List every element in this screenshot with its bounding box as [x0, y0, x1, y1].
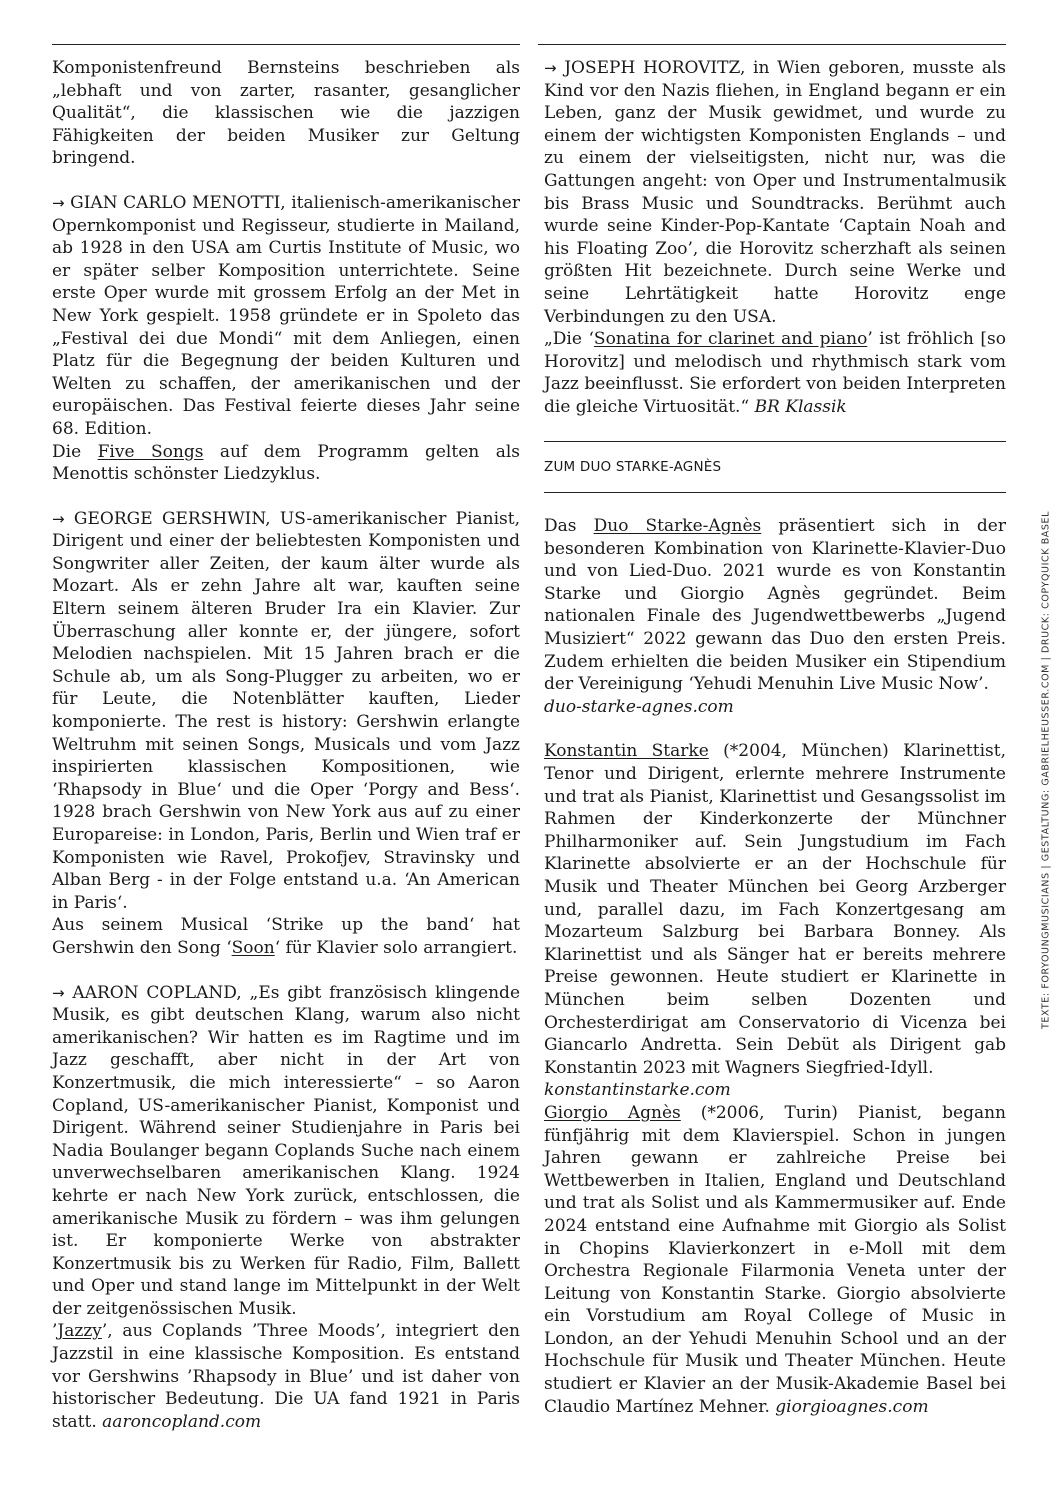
intro-paragraph: Komponistenfreund Bernsteins beschrieben als „lebhaft und von zarter, rasanter, gesanglicher Qualität“, die klassischen wie die jazzigen Fähigkeiten der beiden Musiker zur Geltung bringend.: [52, 58, 520, 169]
duo-paragraph: Das Duo Starke-Agnès präsentiert sich in der besonderen Kombination von Klarinette-Klavier-Duo und von Lied-Duo. 2021 wurde es von Konstantin Starke und Giorgio Agnès gegründet. Beim nationalen Finale des Jugendwettbewerbs „Jugend Musiziert“ 2022 gewann das Duo den ersten Preis. Zudem erhielten die beiden Musiker ein Stipendium der Vereinigung ‘Yehudi Menuhin Live Music Now’.: [544, 516, 1006, 695]
sonatina-link[interactable]: Sonatina for clarinet and piano: [593, 329, 868, 350]
copland-paragraph: → AARON COPLAND, „Es gibt französisch klingende Musik, es gibt deutschen Klang, warum also nicht amerikanischen? Wir hatten es im Ragtime und im Jazz geschafft, aber nicht in der Art von Konzertmusik, die mich interessierte“ – so Aaron Copland, US-amerikanischer Pianist, Komponist und Dirigent. Während seiner Studienjahre in Paris bei Nadia Boulanger begann Coplands Suche nach einem unverwechselbaren amerikanischen Klang. 1924 kehrte er nach New York zurück, entschlossen, die amerikanische Musik zu fördern – was ihm gelungen ist. Er komponierte Werke von abstrakter Konzertmusik bis zu Werken für Radio, Film, Ballett und Oper und stand lange im Mittelpunkt in der Welt der zeitgenössischen Musik.: [52, 982, 521, 1319]
menotti-paragraph: → GIAN CARLO MENOTTI, italienisch-amerikanischer Opernkomponist und Regisseur, studierte in Mailand, ab 1928 in den USA am Curtis Institute of Music, wo er später selber Komposition unterrichtete. Seine erste Oper wurde mit grossem Erfolg an der Met in New York gespielt. 1958 gründete er in Spoleto das „Festival dei due Mondi“ mit dem Anliegen, einen Platz für die Begegnung der beiden Kulturen und Welten zu schaffen, der amerikanischen und der europäischen. Das Festival feierte dieses Jahr seine 68. Edition.: [52, 192, 520, 439]
side-credit-text: TEXTE: FORYOUNGMUSICIANS | GESTALTUNG: GABRIELHEUSSER.COM | DRUCK: COPYQUICK BASEL: [1040, 510, 1052, 1030]
gershwin-paragraph: → GEORGE GERSHWIN, US-amerikanischer Pianist, Dirigent und einer der beliebtesten Komponisten und Songwriter aller Zeiten, der kaum älter wurde als Mozart. Als er zehn Jahre alt war, kauften seine Eltern seinem älteren Bruder Ira ein Klavier. Zur Überraschung aller konnte er, der jüngere, sofort Melodien nachspielen. Mit 15 Jahren brach er die Schule ab, um als Song-Plugger zu arbeiten, wo er für Leute, die Notenblätter kauften, Lieder komponierte. The rest is history: Gershwin erlangte Weltruhm mit seinen Songs, Musicals und vom Jazz inspirierten klassischen Kompositionen, wie ‘Rhapsody in Blue‘ und die Oper ‘Porgy and Bess‘. 1928 brach Gershwin von New York aus auf zu einer Europareise: in London, Paris, Berlin und Wien traf er Komponisten wie Ravel, Prokofjev, Stravinsky und Alban Berg - in der Folge entstand u.a. ‘An American in Paris‘.: [52, 508, 520, 913]
quote-source: BR Klassik: [754, 396, 847, 417]
arrow-right-icon: →: [52, 509, 65, 528]
horovitz-quote: „Die ‘Sonatina for clarinet and piano’ ist fröhlich [so Horovitz] und melodisch und rhythmisch stark vom Jazz beeinflusst. Sie erfordert von beiden Interpreten die gleiche Virtuosität.“ BR Klassik: [544, 329, 1006, 417]
starke-paragraph: Konstantin Starke (*2004, München) Klarinettist, Tenor und Dirigent, erlernte mehrere Instrumente und trat als Pianist, Klarinettist und Gesangssolist im Rahmen der Kinderkonzerte der Münchner Philharmoniker auf. Sein Jungstudium im Fach Klarinette absolvierte er an der Hochschule für Musik und Theater München bei Georg Arzberger und, parallel dazu, im Fach Konzertgesang am Mozarteum Salzburg bei Barbara Bonney. Als Klarinettist und als Sänger hat er bereits mehrere Preise gewonnen. Heute studiert er Klarinette in München beim selben Dozenten und Orchesterdirigat am Conservatorio di Vicenza bei Giancarlo Andretta. Sein Debüt als Dirigent gab Konstantin 2023 mit Wagners Siegfried-Idyll.: [544, 741, 1006, 1078]
copland-program: ’Jazzy’, aus Coplands ’Three Moods’, integriert den Jazzstil in eine klassische Komposition. Es entstand vor Gershwins ’Rhapsody in Blue’ und ist daher von historischer Bedeutung. Die UA fand 1921 in Paris statt. aaroncopland.com: [52, 1321, 520, 1432]
starke-link[interactable]: Konstantin Starke: [544, 741, 709, 762]
five-songs-link[interactable]: Five Songs: [97, 441, 204, 462]
agnes-paragraph: Giorgio Agnès (*2006, Turin) Pianist, begann fünfjährig mit dem Klavierspiel. Schon in jungen Jahren gewann er zahlreiche Preise bei Wettbewerben in Italien, England und Deutschland und trat als Solist und als Kammermusiker auf. Ende 2024 entstand eine Aufnahme mit Giorgio als Solist in Chopins Klavierkonzert in e-Moll mit dem Orchestra Regionale Filarmonia Veneta unter der Leitung von Konstantin Starke. Giorgio absolvierte ein Vorstudium am Royal College of Music in London, an der Yehudi Menuhin School und an der Hochschule für Musik und Theater München. Heute studiert er Klavier an der Musik-Akademie Basel bei Claudio Martínez Mehner. giorgioagnes.com: [544, 1102, 1007, 1417]
agnes-link[interactable]: Giorgio Agnès: [544, 1102, 681, 1123]
menotti-program: Die Five Songs auf dem Programm gelten als Menottis schönster Liedzyklus.: [52, 441, 520, 485]
soon-link[interactable]: Soon: [231, 937, 275, 958]
arrow-right-icon: →: [52, 193, 65, 212]
horovitz-paragraph: → JOSEPH HOROVITZ, in Wien geboren, musste als Kind vor den Nazis fliehen, in England begann er ein Leben, ganz der Musik gewidmet, und wurde zu einem der wichtigsten Komponisten Englands – und zu einem der vielseitigsten, nicht nur, was die Gattungen angeht: von Oper und Instrumentalmusik bis Brass Music und Soundtracks. Berühmt auch wurde seine Kinder-Pop-Kantate ‘Captain Noah and his Floating Zoo’, die Horovitz scherzhaft als seinen größten Hit bezeichnete. Durch seine Werke und seine Lehrtätigkeit hatte Horovitz enge Verbindungen zu den USA.: [544, 58, 1006, 327]
gershwin-program: Aus seinem Musical ‘Strike up the band‘ hat Gershwin den Song ‘Soon‘ für Klavier solo arrangiert.: [52, 915, 520, 958]
arrow-right-icon: →: [52, 983, 65, 1002]
duo-link[interactable]: Duo Starke-Agnès: [593, 516, 762, 537]
arrow-right-icon: →: [544, 59, 557, 77]
left-column: [52, 44, 520, 1433]
copland-website-link[interactable]: aaroncopland.com: [102, 1411, 262, 1432]
agnes-website-link[interactable]: giorgioagnes.com: [775, 1396, 929, 1417]
starke-website-link[interactable]: konstantinstarke.com: [544, 1080, 731, 1101]
duo-website-link[interactable]: duo-starke-agnes.com: [544, 696, 734, 717]
duo-section-heading: ZUM DUO STARKE-AGNÈS: [544, 441, 1006, 494]
jazzy-link[interactable]: Jazzy: [57, 1321, 102, 1342]
side-credit: [1037, 490, 1055, 1050]
right-column: [538, 44, 1006, 1418]
